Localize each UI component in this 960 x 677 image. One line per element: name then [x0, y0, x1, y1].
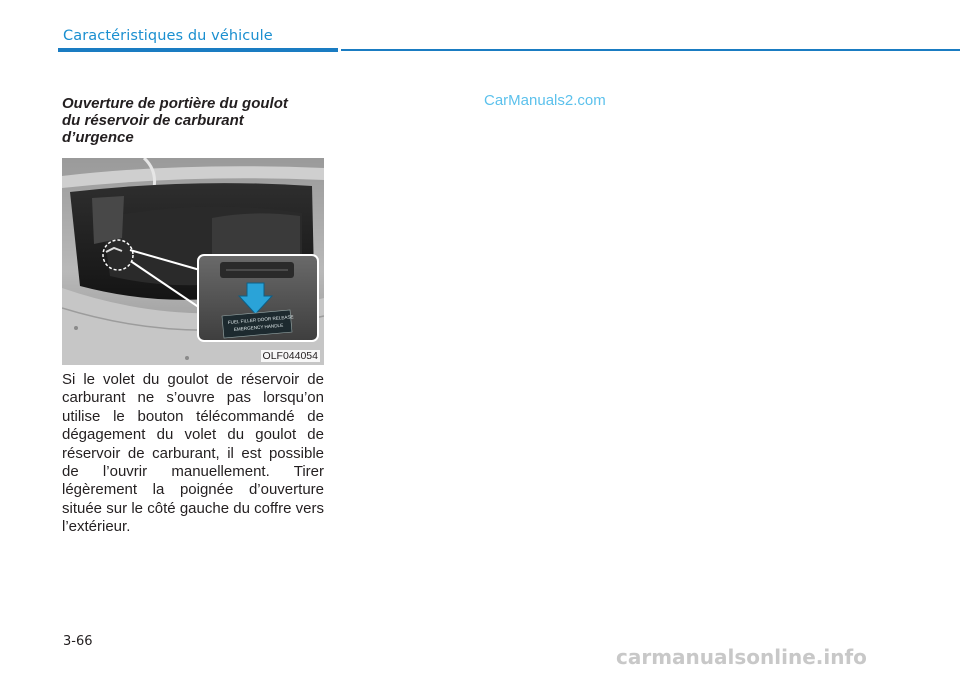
- body-paragraph: Si le volet du goulot de réservoir de carburant ne s’ouvre pas lorsqu’on utilise le bouton télécommandé de dégagement du volet du goulot de réservoir de carburant, il est possible de l’ouvrir manuellement. Tirer légèrement la poignée d’ouverture située sur le côté gauche du coffre vers l’extérieur.: [62, 371, 324, 536]
- page-number: 3-66: [63, 634, 93, 649]
- watermark-link[interactable]: CarManuals2.com: [484, 92, 606, 109]
- trunk-figure: [62, 158, 324, 365]
- section-heading-line: d’urgence: [62, 129, 134, 146]
- figure-label-line: EMERGENCY HANDLE: [233, 322, 284, 332]
- section-heading: [62, 95, 324, 146]
- footer-watermark: carmanualsonline.info: [616, 645, 867, 669]
- figure-label-line: FUEL FILLER DOOR RELEASE: [227, 314, 294, 325]
- figure-code: OLF044054: [262, 350, 318, 362]
- header-rule-thick: [58, 48, 338, 52]
- section-heading-line: du réservoir de carburant: [62, 112, 244, 129]
- trunk-illustration: [62, 158, 324, 365]
- chapter-title: Caractéristiques du véhicule: [63, 28, 273, 44]
- section-heading-line: Ouverture de portière du goulot: [62, 95, 288, 112]
- header-rule-thin: [341, 49, 960, 51]
